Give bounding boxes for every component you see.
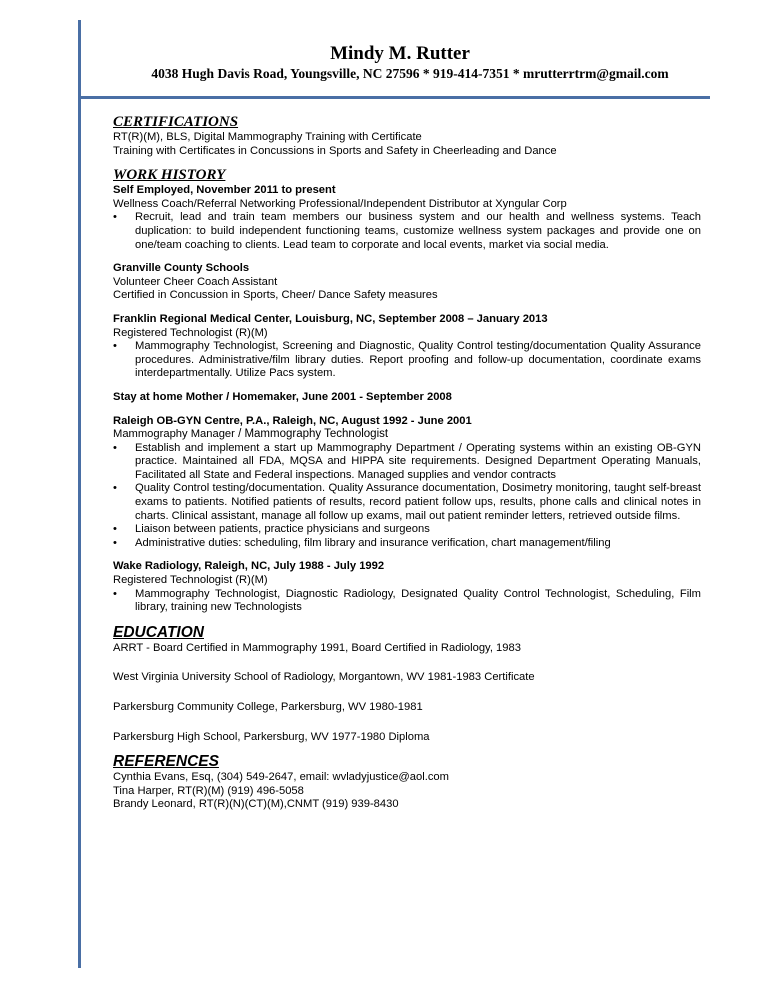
job-duties [113,340,701,381]
job-title: Wellness Coach/Referral Networking Professional/Independent Distributor at Xyngular Corp [113,197,567,210]
references-heading: REFERENCES [113,753,219,771]
duty-item: • Mammography Technologist, Screening and Diagnostic, Quality Control testing/documentation Quality Assurance procedures. Administrative/film library duties. Report proofing and follow-up documentation, coordinate exams interdepartmentally. Utilize Pacs system. [113,340,701,381]
certifications-heading: CERTIFICATIONS [113,114,239,130]
contact-info: 4038 Hugh Davis Road, Youngsville, NC 27596 * 919-414-7351 * mrutterrtrm@gmail.com [151,66,669,81]
education-line: ARRT - Board Certified in Mammography 1991, Board Certified in Radiology, 1983 [113,641,521,654]
job-title [113,428,701,442]
job-title: Registered Technologist (R)(M) [113,326,268,339]
education-line: Parkersburg Community College, Parkersburg, WV 1980-1981 [113,701,423,713]
job-title-primary: Mammography Manager [113,428,235,441]
duty-item: • Recruit, lead and train team members our business system and our health and wellness systems. Teach duplication: to build independent functioning teams, customize wellness system packages and provide one on one/team coaching to clients. Lead team to corporate and local events, market via social media. [113,211,701,252]
job-duties [113,211,701,252]
job-heading: Franklin Regional Medical Center, Louisburg, NC, September 2008 – January 2013 [113,312,548,325]
job-title: Registered Technologist (R)(M) [113,574,268,587]
job-title-secondary: / Mammography Technologist [234,428,389,441]
job-heading: Wake Radiology, Raleigh, NC, July 1988 - July 1992 [113,560,385,573]
job-duties [113,442,701,551]
header-divider [78,96,710,99]
education-line: Parkersburg High School, Parkersburg, WV 1977-1980 Diploma [113,730,430,743]
job-detail: Certified in Concussion in Sports, Cheer/ Dance Safety measures [113,289,438,302]
education-line: West Virginia University School of Radiology, Morgantown, WV 1981-1983 Certificate [113,671,535,684]
duty-item: • Establish and implement a start up Mammography Department / Operating systems within an existing OB-GYN practice. Maintained all FDA, MQSA and HIPPA site requirements. Designed Department Operating Manuals, Facilitated all State and Federal inspections. Managed supplies and vendor contracts [113,442,701,483]
job-heading: Raleigh OB-GYN Centre, P.A., Raleigh, NC, August 1992 - June 2001 [113,414,472,427]
work-history-heading: WORK HISTORY [113,167,226,184]
duty-item: • Quality Control testing/documentation. Quality Assurance documentation, Dosimetry monitoring, taught self-breast exams to patients. Notified patients of results, record patient follow ups, results, phone calls and clinical notes in charts. Clinical assistant, manage all follow up exams, mail out patient reminder letters, retrieved outside films. [113,482,701,523]
resume-body [113,113,701,812]
resume-name: Mindy M. Rutter [330,43,470,64]
certification-line: Training with Certificates in Concussions in Sports and Safety in Cheerleading and Dance [113,144,557,157]
job-heading: Stay at home Mother / Homemaker, June 2001 - September 2008 [113,390,452,403]
education-heading: EDUCATION [113,623,204,641]
left-accent-rule [78,20,81,968]
job-title: Volunteer Cheer Coach Assistant [113,275,278,288]
duty-item: • Liaison between patients, practice physicians and surgeons [113,523,701,537]
reference-line: Cynthia Evans, Esq, (304) 549-2647, email: wvladyjustice@aol.com [113,771,449,784]
reference-line: Brandy Leonard, RT(R)(N)(CT)(M),CNMT (919) 939-8430 [113,798,399,811]
certification-line: RT(R)(M), BLS, Digital Mammography Training with Certificate [113,131,422,143]
job-heading: Self Employed, November 2011 to present [113,184,336,197]
duty-item: • Administrative duties: scheduling, film library and insurance verification, chart management/filing [113,537,701,551]
job-duties [113,588,701,615]
duty-item: • Mammography Technologist, Diagnostic Radiology, Designated Quality Control Technologist, Scheduling, Film library, training new Technologists [113,588,701,615]
reference-line: Tina Harper, RT(R)(M) (919) 496-5058 [113,784,304,797]
job-heading: Granville County Schools [113,262,250,275]
